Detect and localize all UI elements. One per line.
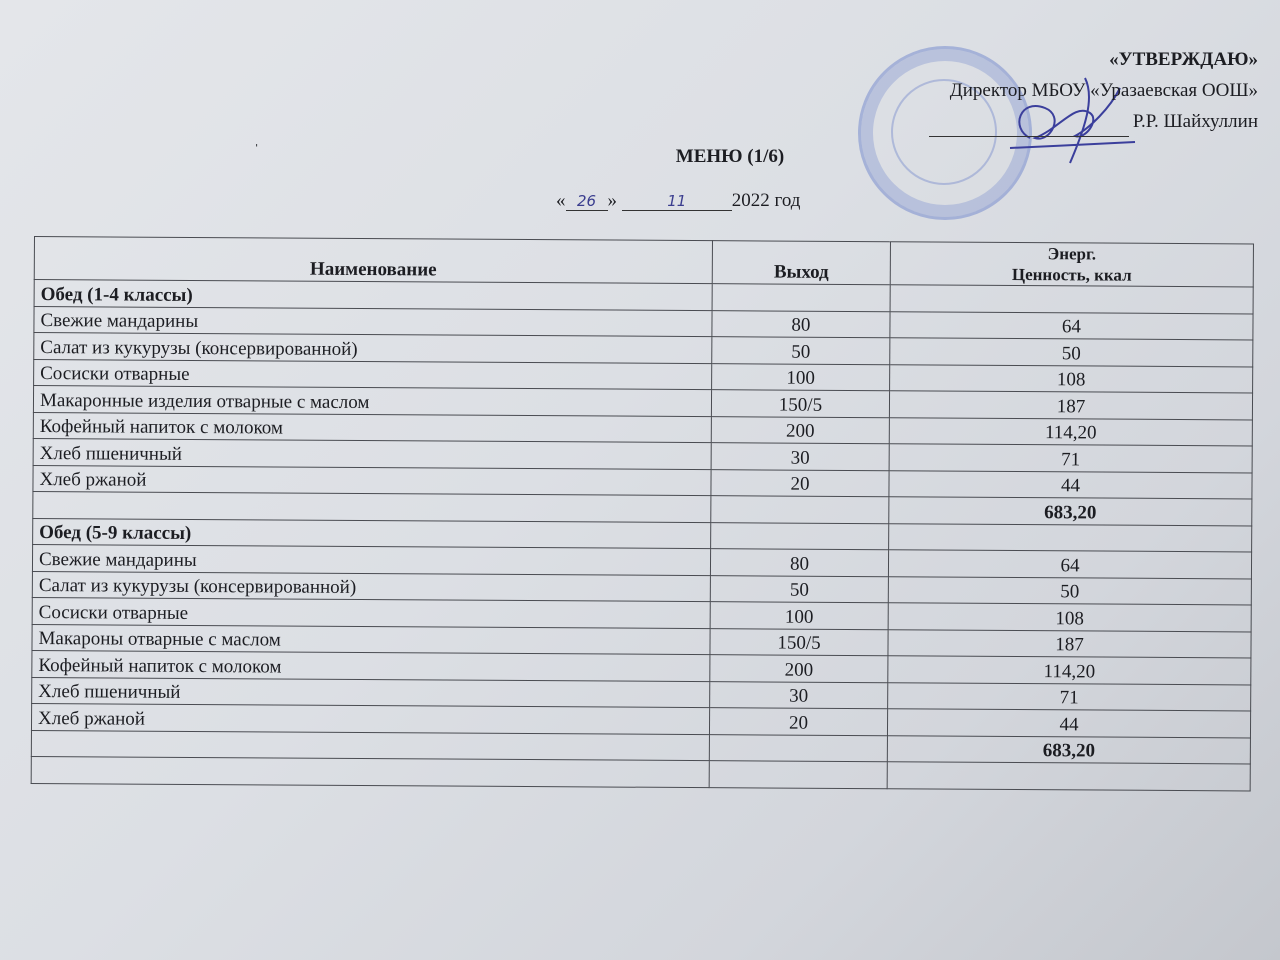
dish-output: 150/5 [710,628,888,656]
dish-output: 50 [710,575,888,603]
date-year: 2022 год [731,190,801,211]
dish-output: 80 [712,310,890,338]
dish-name: Макаронные изделия отварные с маслом [33,386,711,417]
dish-output: 30 [710,681,888,709]
section-output-empty [711,522,889,550]
dish-energy: 64 [888,550,1251,579]
dish-energy: 44 [889,470,1252,499]
total-output-empty [711,496,889,524]
approval-position: Директор МБОУ «Уразаевская ООШ» [949,80,1258,101]
dish-energy: 71 [889,444,1252,473]
dish-output: 80 [710,549,888,577]
dish-output: 150/5 [711,390,889,418]
total-energy: 683,20 [889,497,1252,526]
approval-heading: «УТВЕРЖДАЮ» [1109,49,1258,70]
dish-output: 200 [711,416,889,444]
table-header-row [34,237,1253,287]
dish-energy: 50 [890,338,1253,367]
total-output-empty [709,734,887,762]
header-energy-line1: Энерг. [1047,244,1097,264]
total-energy: 683,20 [887,735,1250,764]
dish-name: Сосиски отварные [34,359,712,390]
menu-table [31,236,1254,791]
dish-name: Хлеб ржаной [31,703,709,734]
header-output: Выход [712,241,890,285]
dish-name: Салат из кукурузы (консервированной) [32,571,710,602]
header-energy-line2: Ценность, ккал [1011,264,1132,285]
dish-energy: 187 [889,391,1252,420]
date-month: 11 [622,192,732,211]
pen-mark: ˌ [254,130,260,147]
dish-energy: 64 [890,311,1253,340]
header-energy [890,242,1253,287]
dish-name: Хлеб пшеничный [32,677,710,708]
dish-output: 200 [710,655,888,683]
total-label-empty [31,730,709,761]
dish-name: Свежие мандарины [34,306,712,337]
blank-cell [709,761,887,789]
dish-output: 30 [711,443,889,471]
approval-block [929,44,1258,137]
dish-name: Кофейный напиток с молоком [33,412,711,443]
approval-name: Р.Р. Шайхуллин [1132,111,1258,132]
menu-date: « 26 » 11 2022 год [556,190,801,211]
dish-name: Хлеб ржаной [33,465,711,496]
dish-name: Сосиски отварные [32,597,710,628]
page-title: МЕНЮ (1/6) [675,146,785,167]
blank-cell [31,756,709,787]
dish-energy: 108 [888,603,1251,632]
dish-name: Свежие мандарины [32,544,710,575]
dish-name: Салат из кукурузы (консервированной) [34,333,712,364]
section-energy-empty [890,285,1253,314]
section-title: Обед (5-9 классы) [33,518,711,549]
dish-output: 50 [712,337,890,365]
dish-name: Макароны отварные с маслом [32,624,710,655]
dish-output: 20 [709,708,887,736]
approval-signature-line [929,106,1258,137]
dish-output: 20 [711,469,889,497]
dish-name: Кофейный напиток с молоком [32,650,710,681]
section-title: Обед (1-4 классы) [34,280,712,311]
date-day: 26 [566,192,608,211]
section-energy-empty [889,523,1252,552]
dish-energy: 114,20 [889,417,1252,446]
dish-energy: 187 [888,629,1251,658]
dish-output: 100 [710,602,888,630]
dish-energy: 108 [890,364,1253,393]
dish-output: 100 [712,363,890,391]
dish-energy: 44 [887,709,1250,738]
signature-line [929,118,1129,137]
dish-energy: 50 [888,576,1251,605]
header-name: Наименование [34,237,712,284]
dish-energy: 114,20 [888,656,1251,685]
section-output-empty [712,284,890,312]
dish-energy: 71 [888,682,1251,711]
blank-cell [887,762,1250,791]
total-label-empty [33,491,711,522]
dish-name: Хлеб пшеничный [33,438,711,469]
